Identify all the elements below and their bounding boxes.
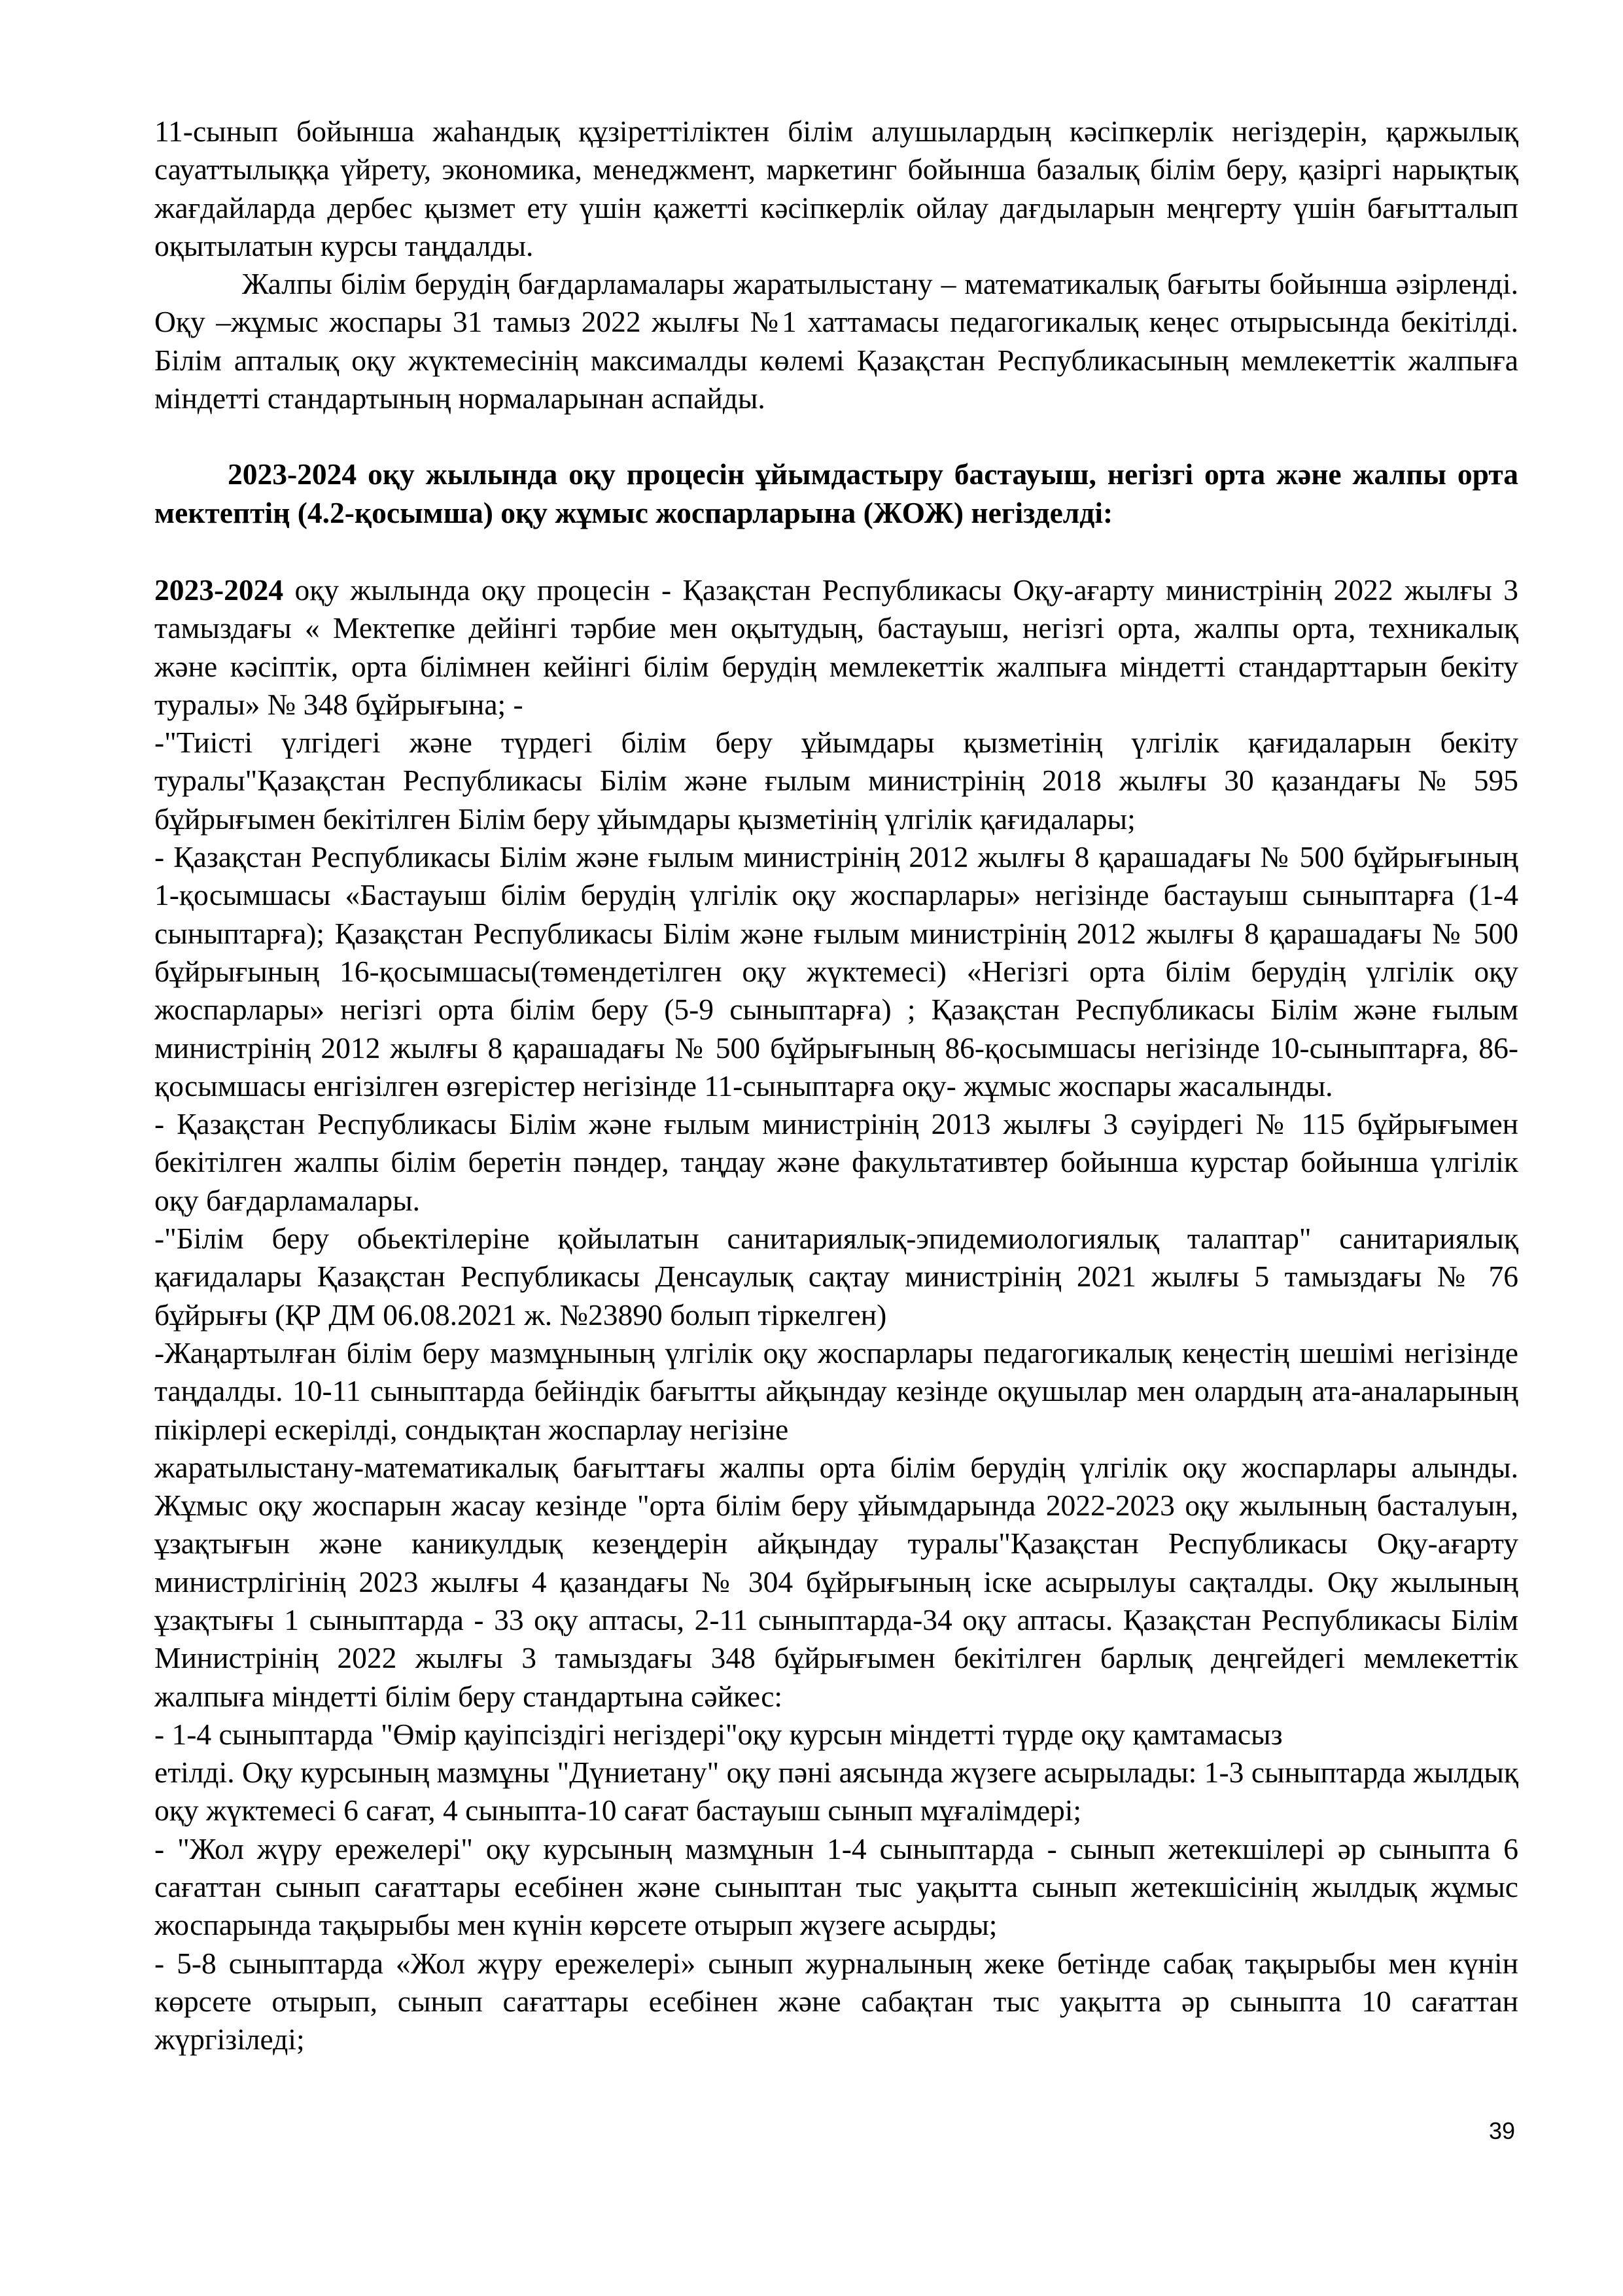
list-item: - "Жол жүру ережелері" оқу курсының мазмұнын 1-4 сыныптарда - сынып жетекшілері әр сыныпта 6 сағаттан сынып сағаттары есебінен және сыныптан тыс уақытта сынып жетекшісінің жылдық жұмыс жоспарында тақырыбы мен күнін көрсете отырып жүзеге асырды;: [154, 1831, 1518, 1942]
program-paragraph: Жалпы білім берудің бағдарламалары жаратылыстану – математикалық бағыты бойынша әзірленді. Оқу –жұмыс жоспары 31 тамыз 2022 жылғы №1 хаттамасы педагогикалық кеңес отырысында бекітілді. Білім апталық оқу жүктемесінің максималды көлемі Қазақстан Республикасының мемлекеттік жалпыға міндетті стандартының нормаларынан аспайды.: [154, 267, 1518, 415]
page-number: 39: [1489, 2117, 1516, 2144]
list-item: -Жаңартылған білім беру мазмұнының үлгілік оқу жоспарлары педагогикалық кеңестің шешімі негізінде таңдалды. 10-11 сыныптарда бейіндік бағытты айқындау кезінде оқушылар мен олардың ата-аналарының пікірлері ескерілді, сондықтан жоспарлау негізіне: [154, 1335, 1518, 1446]
list-item: -"Білім беру обьектілеріне қойылатын санитариялық-эпидемиологиялық талаптар" санитариялық қағидалары Қазақстан Республикасы Денсаулық сақтау министрінің 2021 жылғы 5 тамыздағы № 76 бұйрығы (ҚР ДМ 06.08.2021 ж. №23890 болып тіркелген): [154, 1222, 1518, 1332]
list-item: жаратылыстану-математикалық бағыттағы жалпы орта білім берудің үлгілік оқу жоспарлары алынды. Жұмыс оқу жоспарын жасау кезінде "орта білім беру ұйымдарында 2022-2023 оқу жылының басталуын, ұзақтығын және каникулдық кезеңдерін айқындау туралы"Қазақстан Республикасы Оқу-ағарту министрлігінің 2023 жылғы 4 қазандағы № 304 бұйрығының іске асырылуы сақталды. Оқу жылының ұзақтығы 1 сыныптарда - 33 оқу аптасы, 2-11 сыныптарда-34 оқу аптасы. Қазақстан Республикасы Білім Министрінің 2022 жылғы 3 тамыздағы 348 бұйрығымен бекітілген барлық деңгейдегі мемлекеттік жалпыға міндетті білім беру стандартына сәйкес:: [154, 1450, 1518, 1713]
list-item: - 1-4 сыныптарда "Өмір қауіпсіздігі негіздері"оқу курсын міндетті түрде оқу қамтамасыз: [154, 1717, 1283, 1751]
list-item: - Қазақстан Республикасы Білім және ғылым министрінің 2012 жылғы 8 қарашадағы № 500 бұйрығының 1-қосымшасы «Бастауыш білім берудің үлгілік оқу жоспарлары» негізінде бастауыш сыныптарға (1-4 сыныптарға); Қазақстан Республикасы Білім және ғылым министрінің 2012 жылғы 8 қарашадағы № 500 бұйрығының 16-қосымшасы(төмендетілген оқу жүктемесі) «Негізгі орта білім берудің үлгілік оқу жоспарлары» негізгі орта білім беру (5-9 сыныптарға) ; Қазақстан Республикасы Білім және ғылым министрінің 2012 жылғы 8 қарашадағы № 500 бұйрығының 86-қосымшасы негізінде 10-сыныптарға, 86-қосымшасы енгізілген өзгерістер негізінде 11-сыныптарға оқу- жұмыс жоспары жасалынды.: [154, 840, 1518, 1103]
document-page: [154, 113, 1518, 2059]
list-item: етілді. Оқу курсының мазмұны "Дүниетану" оқу пәні аясында жүзеге асырылады: 1-3 сыныптарда жылдық оқу жүктемесі 6 сағат, 4 сыныпта-10 сағат бастауыш сынып мұғалімдері;: [154, 1756, 1518, 1828]
lead-text: оқу жылында оқу процесін - Қазақстан Республикасы Оқу-ағарту министрінің 2022 жылғы 3 тамыздағы « Мектепке дейінгі тәрбие мен оқытудың, бастауыш, негізгі орта, жалпы орта, техникалық және кәсіптік, орта білімнен кейінгі білім берудің мемлекеттік жалпыға міндетті стандарттарын бекіту туралы» № 348 бұйрығына; -: [154, 573, 1518, 721]
list-item: - Қазақстан Республикасы Білім және ғылым министрінің 2013 жылғы 3 сәуірдегі № 115 бұйрығымен бекітілген жалпы білім беретін пәндер, таңдау және факультативтер бойынша курстар бойынша үлгілік оқу бағдарламалары.: [154, 1107, 1518, 1217]
section-heading: 2023-2024 оқу жылында оқу процесін ұйымдастыру бастауыш, негізгі орта және жалпы орта мектептің (4.2-қосымша) оқу жұмыс жоспарларына (ЖОЖ) негізделді:: [154, 457, 1518, 529]
list-item: - 5-8 сыныптарда «Жол жүру ережелері» сынып журналының жеке бетінде сабақ тақырыбы мен күнін көрсете отырып, сынып сағаттары есебінен және сабақтан тыс уақытта әр сыныпта 10 сағаттан жүргізіледі;: [154, 1946, 1518, 2057]
list-item: -"Тиісті үлгідегі және түрдегі білім беру ұйымдары қызметінің үлгілік қағидаларын бекіту туралы"Қазақстан Республикасы Білім және ғылым министрінің 2018 жылғы 30 қазандағы № 595 бұйрығымен бекітілген Білім беру ұйымдары қызметінің үлгілік қағидалары;: [154, 726, 1518, 836]
lead-paragraph: [154, 571, 1518, 724]
intro-paragraph: 11-сынып бойынша жаһандық құзіреттіліктен білім алушылардың кәсіпкерлік негіздерін, қаржылық сауаттылыққа үйрету, экономика, менеджмент, маркетинг бойынша базалық білім беру, қазіргі нарықтық жағдайларда дербес қызмет ету үшін қажетті кәсіпкерлік ойлау дағдыларын меңгерту үшін бағытталып оқытылатын курсы таңдалды.: [154, 115, 1518, 262]
lead-year: 2023-2024: [154, 573, 284, 607]
